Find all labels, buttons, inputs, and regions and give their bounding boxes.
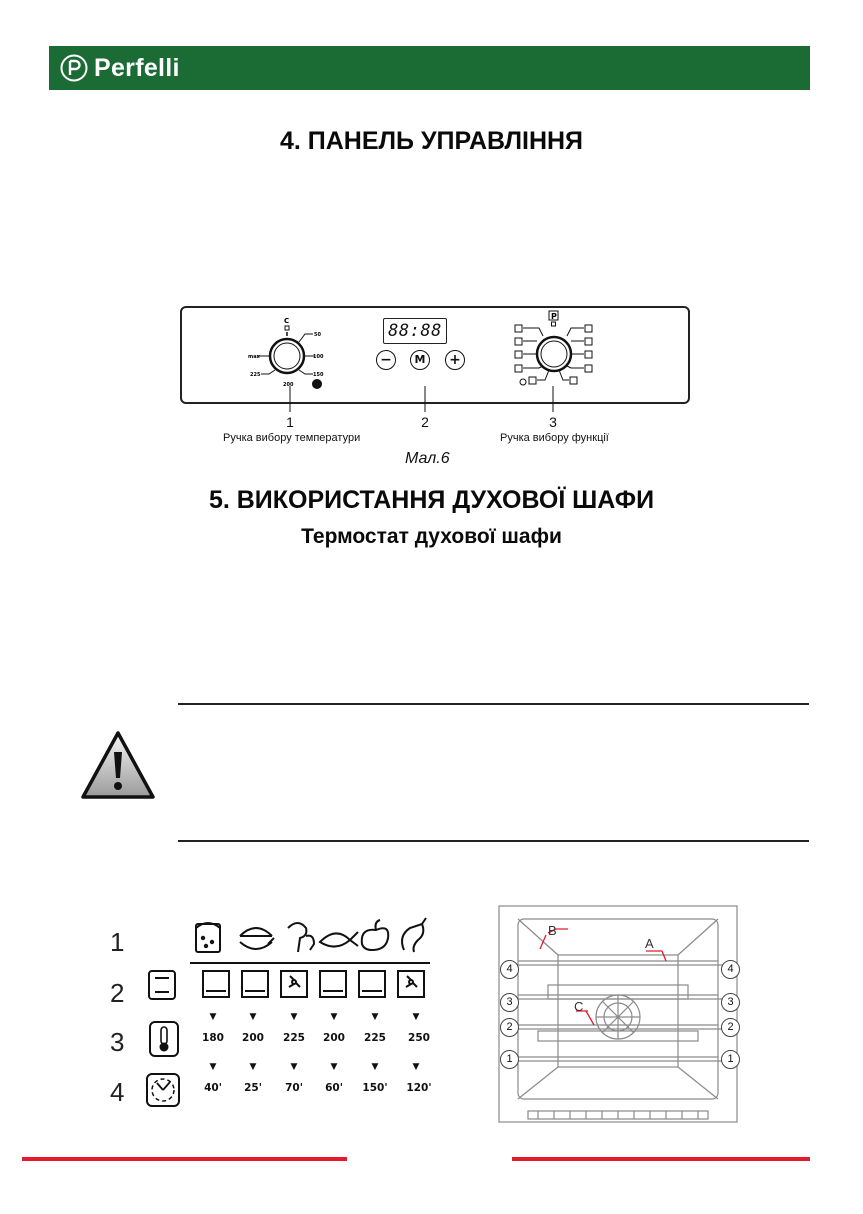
turkey-leg-icon	[402, 918, 426, 952]
shelf-level-2-right: 2	[721, 1018, 740, 1037]
section-4-title: 4. ПАНЕЛЬ УПРАВЛІННЯ	[279, 127, 584, 155]
time-cell: 25'	[244, 1082, 262, 1094]
roast-chicken-icon	[362, 920, 388, 950]
fish-icon	[320, 932, 358, 947]
figure-caption: Мал.6	[405, 450, 450, 467]
row-number-4: 4	[110, 1077, 125, 1107]
shelf-level-4-right: 4	[721, 960, 740, 979]
oven-interior-diagram	[498, 905, 738, 1125]
row-number-1: 1	[110, 927, 125, 957]
temperature-cell: 250	[408, 1032, 430, 1044]
time-cell: 120'	[406, 1082, 432, 1094]
time-cell: 40'	[204, 1082, 222, 1094]
shelf-level-1-left: 1	[500, 1050, 519, 1069]
footer-accent-left	[22, 1157, 347, 1161]
temperature-cell: 225	[364, 1032, 386, 1044]
svg-text:150: 150	[313, 372, 324, 378]
thermometer-icon	[148, 1020, 180, 1058]
temperature-cell: 225	[283, 1032, 305, 1044]
svg-text:100: 100	[313, 354, 324, 360]
warning-triangle-icon	[80, 730, 156, 802]
shelf-level-3-left: 3	[500, 993, 519, 1012]
shelf-level-3-right: 3	[721, 993, 740, 1012]
svg-text:50: 50	[314, 332, 321, 338]
oven-label-c: C	[574, 999, 584, 1014]
shelf-level-1-right: 1	[721, 1050, 740, 1069]
thermostat-subtitle: Термостат духової шафи	[301, 525, 562, 548]
warning-top-rule	[178, 703, 809, 705]
plus-button[interactable]: +	[445, 350, 465, 370]
callout-1-number: 1	[286, 414, 294, 430]
shelf-level-4-left: 4	[500, 960, 519, 979]
callout-2-number: 2	[421, 414, 429, 430]
oven-label-b: B	[548, 923, 557, 938]
oven-label-a: A	[645, 936, 654, 951]
svg-text:P: P	[551, 312, 557, 321]
chicken-legs-icon	[288, 923, 314, 952]
temperature-cell: 200	[323, 1032, 345, 1044]
callout-3-number: 3	[549, 414, 557, 430]
time-cell: 70'	[285, 1082, 303, 1094]
temperature-cell: 180	[202, 1032, 224, 1044]
clock-icon	[145, 1072, 181, 1108]
mode-icons-row	[145, 968, 435, 1002]
bread-icon	[196, 923, 220, 952]
minus-button[interactable]: −	[376, 350, 396, 370]
svg-text:200: 200	[283, 382, 294, 388]
timer-display: 88:88	[383, 318, 447, 344]
svg-text:max: max	[248, 354, 260, 360]
brand-name: Perfelli	[94, 54, 180, 82]
time-cell: 60'	[325, 1082, 343, 1094]
svg-text:C: C	[284, 317, 290, 325]
row-number-2: 2	[110, 978, 125, 1008]
svg-text:225: 225	[250, 372, 261, 378]
callout-lines	[280, 386, 580, 416]
callout-1-label: Ручка вибору температури	[223, 432, 361, 444]
mode-button[interactable]: M	[410, 350, 430, 370]
row-number-3: 3	[110, 1027, 125, 1057]
footer-accent-right	[512, 1157, 810, 1161]
shelf-level-2-left: 2	[500, 1018, 519, 1037]
time-cell: 150'	[362, 1082, 388, 1094]
temperature-cell: 200	[242, 1032, 264, 1044]
perfelli-logo-icon	[60, 54, 88, 82]
section-5-title: 5. ВИКОРИСТАННЯ ДУХОВОЇ ШАФИ	[208, 486, 655, 514]
cake-icon	[240, 928, 274, 949]
warning-bottom-rule	[178, 840, 809, 842]
table-header-rule	[190, 962, 430, 964]
food-icons-row	[190, 916, 435, 956]
callout-3-label: Ручка вибору функції	[500, 432, 609, 444]
